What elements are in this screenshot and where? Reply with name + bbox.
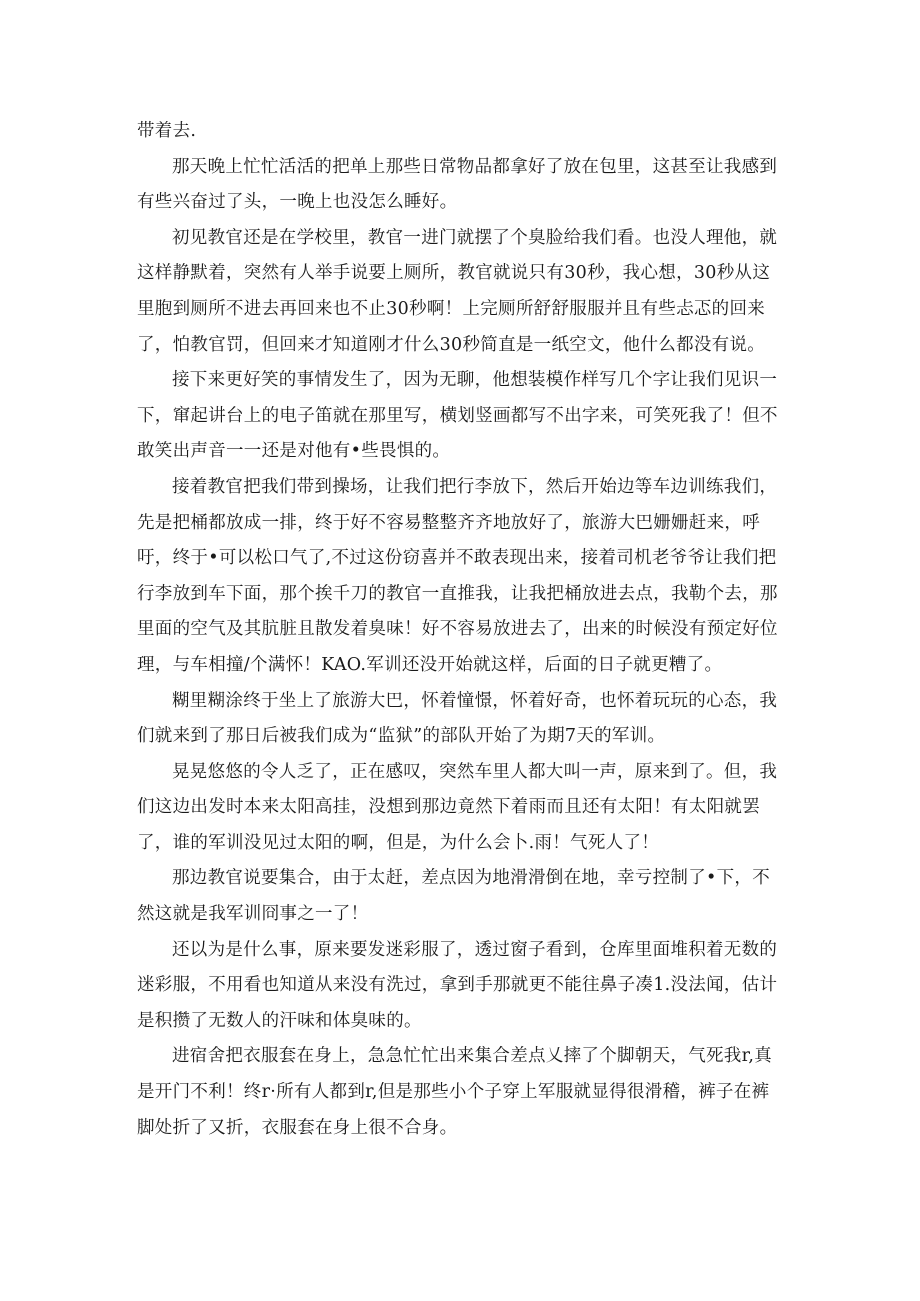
- paragraph: 糊里糊涂终于坐上了旅游大巴，怀着憧憬，怀着好奇，也怀着玩玩的心态，我们就来到了那日后被我们成为“监狱”的部队开始了为期7天的军训。: [137, 690, 778, 747]
- paragraph: 还以为是什么事，原来要发迷彩服了，透过窗子看到，仓库里面堆积着无数的迷彩服，不用看也知道从来没有洗过，拿到手那就更不能往鼻子凑1.没法闻，估计是积攒了无数人的汗味和体臭味的。: [137, 939, 778, 1031]
- paragraph: 初见教官还是在学校里，教官一进门就摆了个臭脸给我们看。也没人理他，就这样静默着，突然有人举手说要上厕所，教官就说只有30秒，我心想，30秒从这里胞到厕所不进去再回来也不止30秒啊！上完厕所舒舒服服并且有些忐忑的回来了，怕教官罚，但回来才知道刚才什么30秒简直是一纸空文，他什么都没有说。: [137, 227, 778, 355]
- paragraph: 晃晃悠悠的令人乏了，正在感叹，突然车里人都大叫一声，原来到了。但，我们这边出发时本来太阳高挂，没想到那边竟然下着雨而且还有太阳！有太阳就罢了，谁的军训没见过太阳的啊，但是，为什么会卜.雨！气死人了！: [137, 761, 778, 853]
- paragraph: 进宿舍把衣服套在身上，急急忙忙出来集合差点乂摔了个脚朝天，气死我r,真是开门不利！终r·所有人都到r,但是那些小个子穿上军服就显得很滑稽，裤子在裤脚处折了又折，衣服套在身上很不合身。: [137, 1046, 773, 1138]
- paragraph: 接着教官把我们带到操场，让我们把行李放下，然后开始边等车边训练我们，先是把桶都放成一排，终于好不容易整整齐齐地放好了，旅游大巴姗姗赶来，呼吁，终于•可以松口气了,不过这份窃喜并不敢表现出来，接着司机老爷爷让我们把行李放到车下面，那个挨千刀的教官一直推我，让我把桶放进去点，我勒个去，那里面的空气及其肮脏且散发着臭味！好不容易放进去了，出来的时候没有预定好位理，与车相撞/个满怀！KAO.军训还没开始就这样，后面的日子就更糟了。: [137, 476, 778, 675]
- article-body: [137, 114, 785, 1146]
- paragraph: 带着去.: [137, 121, 197, 141]
- paragraph: 那天晚上忙忙活活的把单上那些日常物品都拿好了放在包里，这甚至让我感到有些兴奋过了头，一晚上也没怎么睡好。: [137, 156, 778, 213]
- paragraph: 接下来更好笑的事情发生了，因为无聊，他想装模作样写几个字让我们见识一下，窜起讲台上的电子笛就在那里写，横划竖画都写不出字来，可笑死我了！但不敢笑出声音一一还是对他有•些畏惧的。: [137, 370, 778, 462]
- paragraph: 那边教官说要集合，由于太赶，差点因为地滑滑倒在地，幸亏控制了•下，不然这就是我军训冏事之一了！: [137, 868, 771, 925]
